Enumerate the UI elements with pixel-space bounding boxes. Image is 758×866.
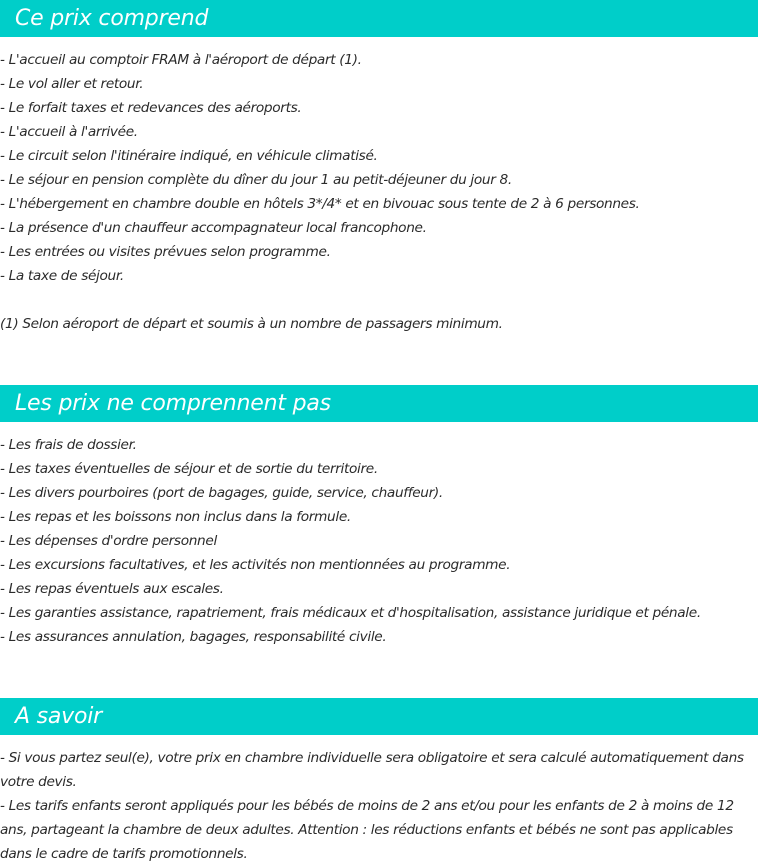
list-item: - La taxe de séjour.: [0, 268, 124, 284]
list-item: - Les divers pourboires (port de bagages, guide, service, chauffeur).: [0, 485, 443, 501]
list-item: - Les tarifs enfants seront appliqués pour les bébés de moins de 2 ans et/ou pour les enfants de 2 à moins de 12 ans, partageant la chambre de deux adultes. Attention : les réductions enfants et bébés ne sont pas applicables dans le cadre de tarifs promotionnels.: [0, 798, 734, 862]
list-item: - Les frais de dossier.: [0, 437, 137, 453]
list-item: - Le vol aller et retour.: [0, 76, 144, 92]
list-item: - Les assurances annulation, bagages, responsabilité civile.: [0, 629, 387, 645]
list-item: - Les entrées ou visites prévues selon programme.: [0, 244, 331, 260]
footnote-text: (1) Selon aéroport de départ et soumis à un nombre de passagers minimum.: [0, 316, 503, 332]
list-item: - L'accueil à l'arrivée.: [0, 124, 138, 140]
list-item: - La présence d'un chauffeur accompagnateur local francophone.: [0, 220, 427, 236]
list-item: - Les garanties assistance, rapatriement, frais médicaux et d'hospitalisation, assistance juridique et pénale.: [0, 605, 701, 621]
section-header-ce-prix-comprend: Ce prix comprend: [0, 0, 758, 37]
included-list: [0, 48, 756, 288]
list-item: - Les taxes éventuelles de séjour et de sortie du territoire.: [0, 461, 378, 477]
list-item: - Les repas éventuels aux escales.: [0, 581, 224, 597]
list-item: - L'accueil au comptoir FRAM à l'aéroport de départ (1).: [0, 52, 362, 68]
section-header-les-prix-ne-comprennent-pas: Les prix ne comprennent pas: [0, 385, 758, 422]
footnote: [0, 312, 756, 336]
section-header-a-savoir: A savoir: [0, 698, 758, 735]
list-item: - Les excursions facultatives, et les activités non mentionnées au programme.: [0, 557, 511, 573]
list-item: - L'hébergement en chambre double en hôtels 3*/4* et en bivouac sous tente de 2 à 6 personnes.: [0, 196, 640, 212]
excluded-list: [0, 433, 756, 649]
list-item: - Si vous partez seul(e), votre prix en chambre individuelle sera obligatoire et sera calculé automatiquement dans votre devis.: [0, 750, 744, 790]
list-item: - Le séjour en pension complète du dîner du jour 1 au petit-déjeuner du jour 8.: [0, 172, 512, 188]
list-item: - Les repas et les boissons non inclus dans la formule.: [0, 509, 351, 525]
list-item: - Le forfait taxes et redevances des aéroports.: [0, 100, 302, 116]
good-to-know-list: [0, 746, 756, 866]
list-item: - Le circuit selon l'itinéraire indiqué, en véhicule climatisé.: [0, 148, 378, 164]
list-item: - Les dépenses d'ordre personnel: [0, 533, 217, 549]
